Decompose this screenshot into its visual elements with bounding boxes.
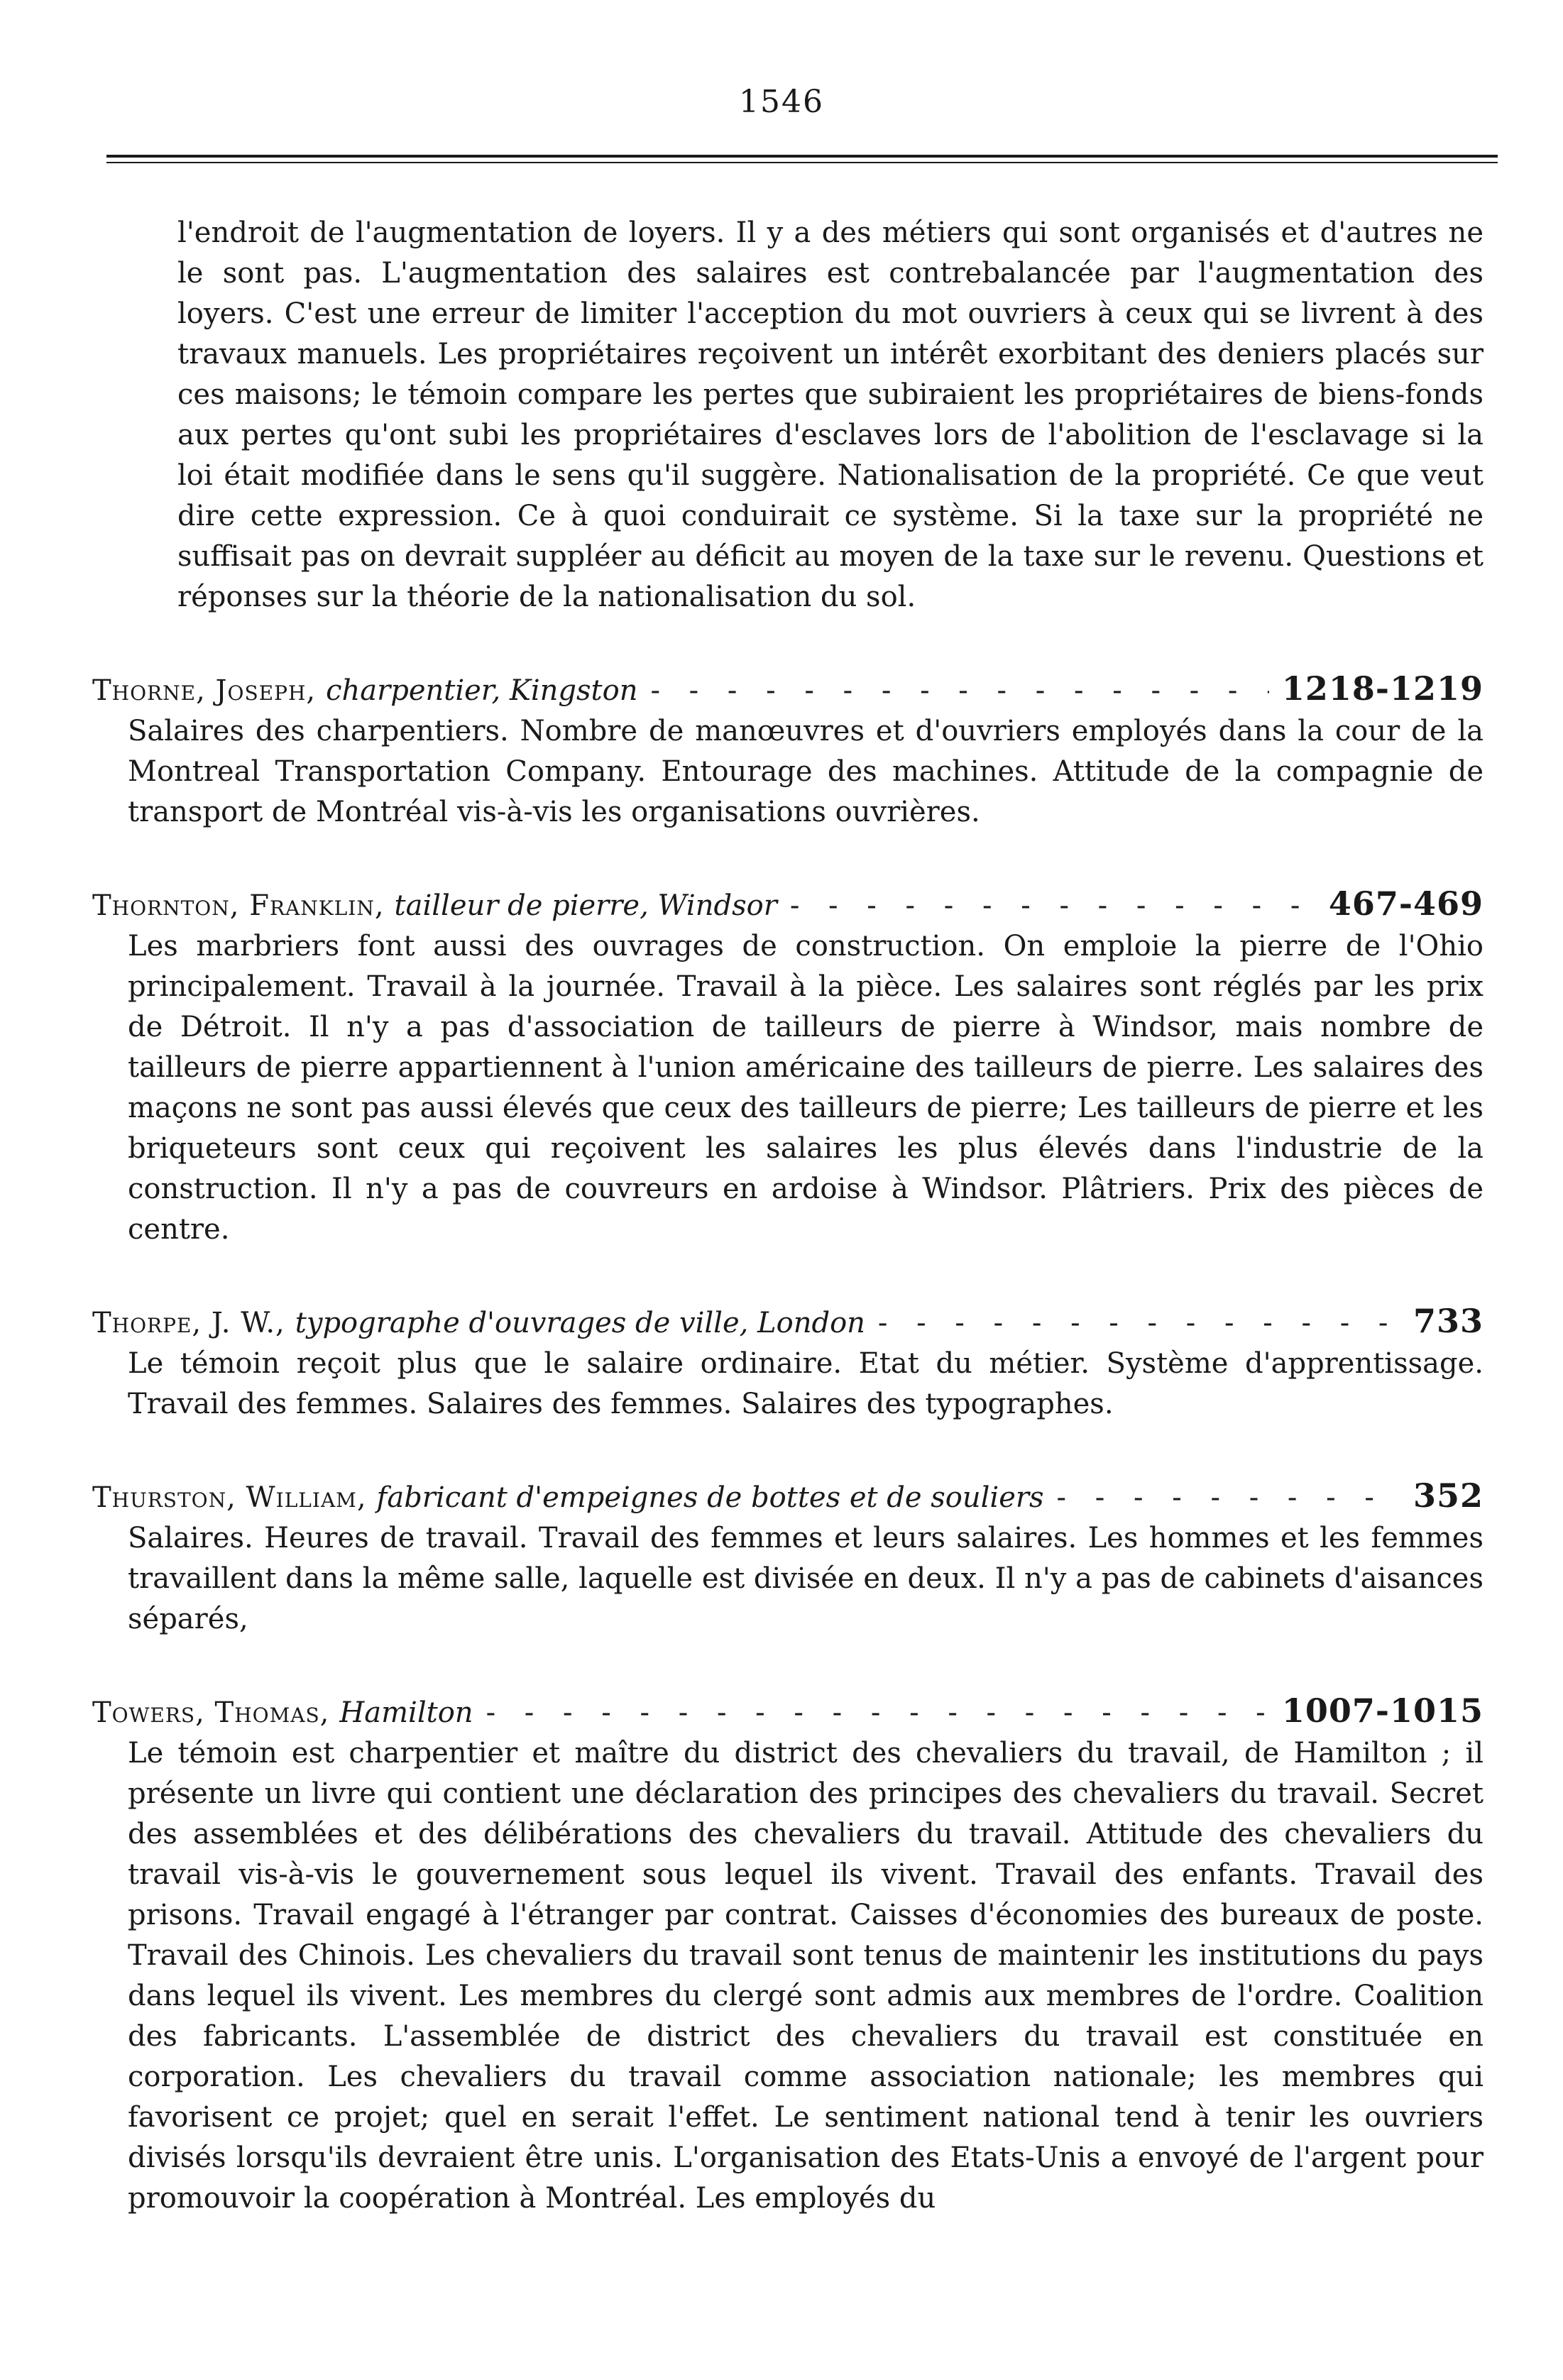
- entry-name: Towers, Thomas,: [92, 1696, 330, 1729]
- entry-pages: 1007-1015: [1281, 1691, 1484, 1730]
- entry-name: Thurston, William,: [92, 1481, 367, 1514]
- entry-name: Thorne, Joseph,: [92, 674, 317, 707]
- entry-pages: 467-469: [1328, 884, 1484, 923]
- entry-text: Le témoin reçoit plus que le salaire ordinaire. Etat du métier. Système d'apprentissage. Travail des femmes. Salaires des femmes. Salaires des typographes.: [128, 1347, 1484, 1420]
- intro-paragraph: l'endroit de l'augmentation de loyers. Il y a des métiers qui sont organisés et d'autres ne le sont pas. L'augmentation des salaires est contrebalancée par l'augmentation des loyers. C'est une erreur de limiter l'acception du mot ouvriers à ceux qui se livrent à des travaux manuels. Les propriétaires reçoivent un intérêt exorbitant des deniers placés sur ces maisons; le témoin compare les pertes que subiraient les propriétaires de biens-fonds aux pertes qu'ont subi les propriétaires d'esclaves lors de l'abolition de l'esclavage si la loi était modifiée dans le sens qu'il suggère. Nationalisation de la propriété. Ce que veut dire cette expression. Ce à quoi conduirait ce système. Si la taxe sur la propriété ne suffisait pas on devrait suppléer au déficit au moyen de la taxe sur le revenu. Questions et réponses sur la théorie de la nationalisation du sol.: [177, 216, 1484, 613]
- entry-pages: 352: [1413, 1476, 1484, 1515]
- index-entry-thorne: [92, 669, 1484, 833]
- dot-leader: [878, 1303, 1400, 1344]
- entry-description: typographe d'ouvrages de ville, London: [295, 1307, 865, 1339]
- index-entry-thornton: [92, 884, 1484, 1250]
- entry-heading: [92, 1691, 1484, 1733]
- entry-heading: [92, 669, 1484, 711]
- page-content: [92, 213, 1484, 2219]
- entry-heading: [92, 884, 1484, 926]
- dot-leader: [1057, 1478, 1400, 1518]
- entry-pages: 1218-1219: [1281, 669, 1484, 708]
- entry-heading: [92, 1476, 1484, 1518]
- entry-heading: [92, 1301, 1484, 1344]
- index-entry-thurston: [92, 1476, 1484, 1640]
- entry-description: tailleur de pierre, Windsor: [394, 889, 777, 922]
- entry-pages: 733: [1413, 1302, 1484, 1340]
- header-rule-thin: [106, 162, 1498, 163]
- entry-name: Thorpe, J. W.,: [92, 1307, 285, 1339]
- entry-text: Salaires. Heures de travail. Travail des femmes et leurs salaires. Les hommes et les femmes travaillent dans la même salle, laquelle est divisée en deux. Il n'y a pas de cabinets d'aisances séparés,: [128, 1522, 1484, 1635]
- header-rule: [106, 155, 1498, 158]
- entry-description: fabricant d'empeignes de bottes et de souliers: [376, 1481, 1044, 1514]
- dot-leader: [486, 1693, 1269, 1733]
- dot-leader: [650, 671, 1268, 711]
- entry-text: Le témoin est charpentier et maître du district des chevaliers du travail, de Hamilton ; il présente un livre qui contient une déclaration des principes des chevaliers du travail. Secret des assemblées et des délibérations des chevaliers du travail. Attitude des chevaliers du travail vis-à-vis le gouvernement sous lequel ils vivent. Travail des enfants. Travail des prisons. Travail engagé à l'étranger par contrat. Caisses d'économies des bureaux de poste. Travail des Chinois. Les chevaliers du travail sont tenus de maintenir les institutions du pays dans lequel ils vivent. Les membres du clergé sont admis aux membres de l'ordre. Coalition des fabricants. L'assemblée de district des chevaliers du travail est constituée en corporation. Les chevaliers du travail comme association nationale; les membres qui favorisent ce projet; quel en serait l'effet. Le sentiment national tend à tenir les ouvriers divisés lorsqu'ils devraient être unis. L'organisation des Etats-Unis a envoyé de l'argent pour promouvoir la coopération à Montréal. Les employés du: [128, 1737, 1484, 2215]
- entry-text: Salaires des charpentiers. Nombre de manœuvres et d'ouvriers employés dans la cour de la Montreal Transportation Company. Entourage des machines. Attitude de la compagnie de transport de Montréal vis-à-vis les organisations ouvrières.: [128, 715, 1484, 828]
- dot-leader: [790, 886, 1316, 926]
- entry-description: Hamilton: [339, 1696, 473, 1729]
- entry-text: Les marbriers font aussi des ouvrages de construction. On emploie la pierre de l'Ohio principalement. Travail à la journée. Travail à la pièce. Les salaires sont réglés par les prix de Détroit. Il n'y a pas d'association de tailleurs de pierre à Windsor, mais nombre de tailleurs de pierre appartiennent à l'union américaine des tailleurs de pierre. Les salaires des maçons ne sont pas aussi élevés que ceux des tailleurs de pierre; Les tailleurs de pierre et les briqueteurs sont ceux qui reçoivent les salaires les plus élevés dans l'industrie de la construction. Il n'y a pas de couvreurs en ardoise à Windsor. Plâtriers. Prix des pièces de centre.: [128, 930, 1484, 1246]
- index-entry-thorpe: [92, 1301, 1484, 1425]
- entry-name: Thornton, Franklin,: [92, 889, 385, 922]
- index-entry-towers: [92, 1691, 1484, 2219]
- page-number: 1546: [739, 84, 824, 120]
- entry-description: charpentier, Kingston: [326, 674, 638, 707]
